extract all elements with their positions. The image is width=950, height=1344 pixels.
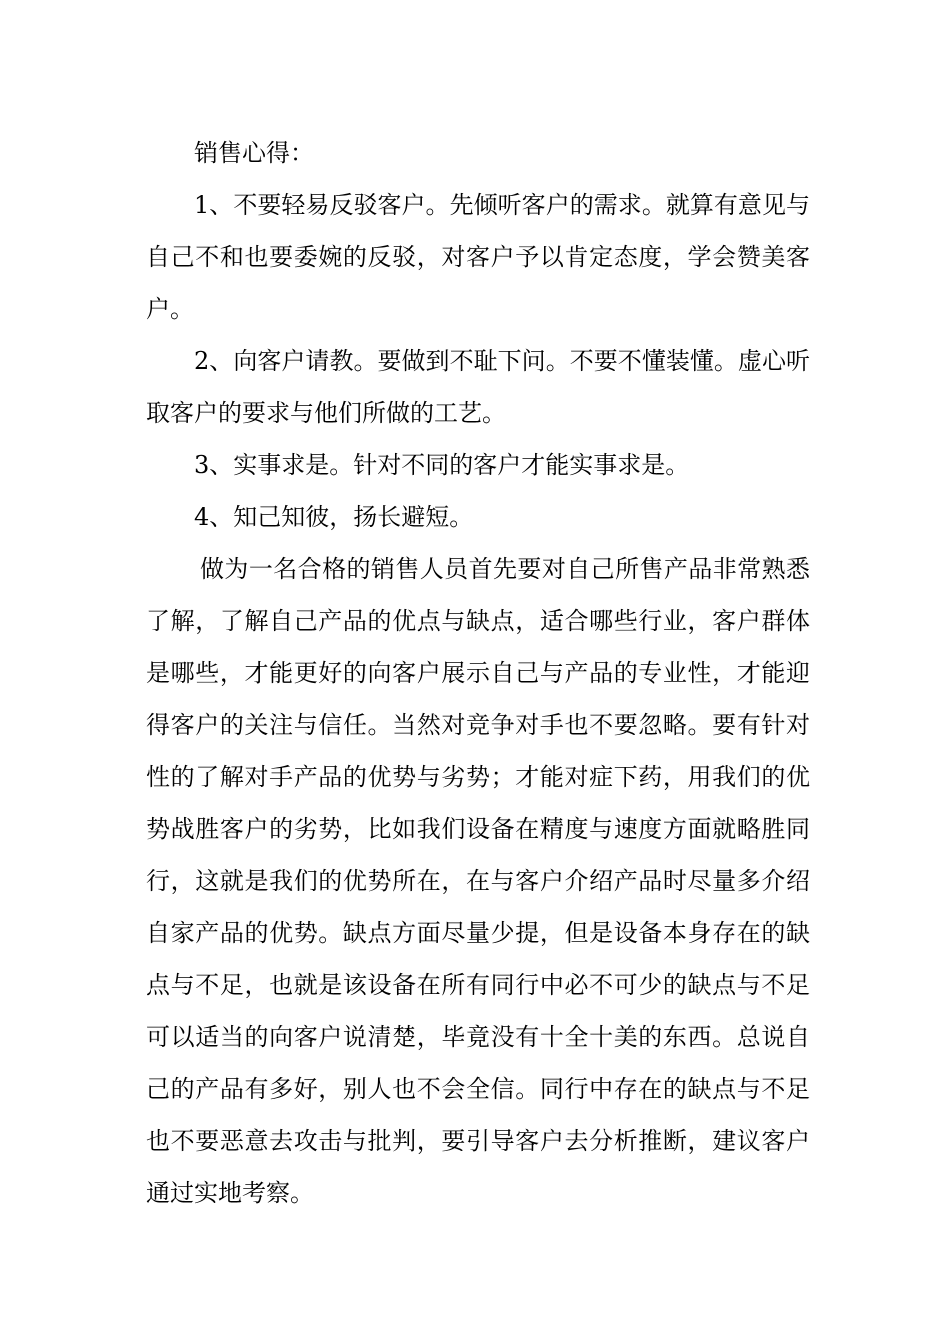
paragraph-4: 4、知己知彼，扬长避短。	[194, 503, 474, 531]
paragraph-3: 3、实事求是。针对不同的客户才能实事求是。	[194, 451, 690, 479]
paragraph-1: 1、不要轻易反驳客户。先倾听客户的需求。就算有意见与自己不和也要委婉的反驳，对客户予以肯定态度，学会赞美客户。	[146, 191, 810, 323]
document-heading: 销售心得：	[194, 139, 314, 167]
paragraph-5: 做为一名合格的销售人员首先要对自己所售产品非常熟悉了解，了解自己产品的优点与缺点，适合哪些行业，客户群体是哪些，才能更好的向客户展示自己与产品的专业性，才能迎得客户的关注与信任。当然对竞争对手也不要忽略。要有针对性的了解对手产品的优势与劣势；才能对症下药，用我们的优势战胜客户的劣势，比如我们设备在精度与速度方面就略胜同行，这就是我们的优势所在，在与客户介绍产品时尽量多介绍自家产品的优势。缺点方面尽量少提，但是设备本身存在的缺点与不足，也就是该设备在所有同行中必不可少的缺点与不足可以适当的向客户说清楚，毕竟没有十全十美的东西。总说自己的产品有多好，别人也不会全信。同行中存在的缺点与不足也不要恶意去攻击与批判，要引导客户去分析推断，建议客户通过实地考察。	[146, 555, 810, 1207]
paragraph-2: 2、向客户请教。要做到不耻下问。不要不懂装懂。虚心听取客户的要求与他们所做的工艺。	[146, 347, 810, 427]
document-body	[146, 127, 810, 1219]
